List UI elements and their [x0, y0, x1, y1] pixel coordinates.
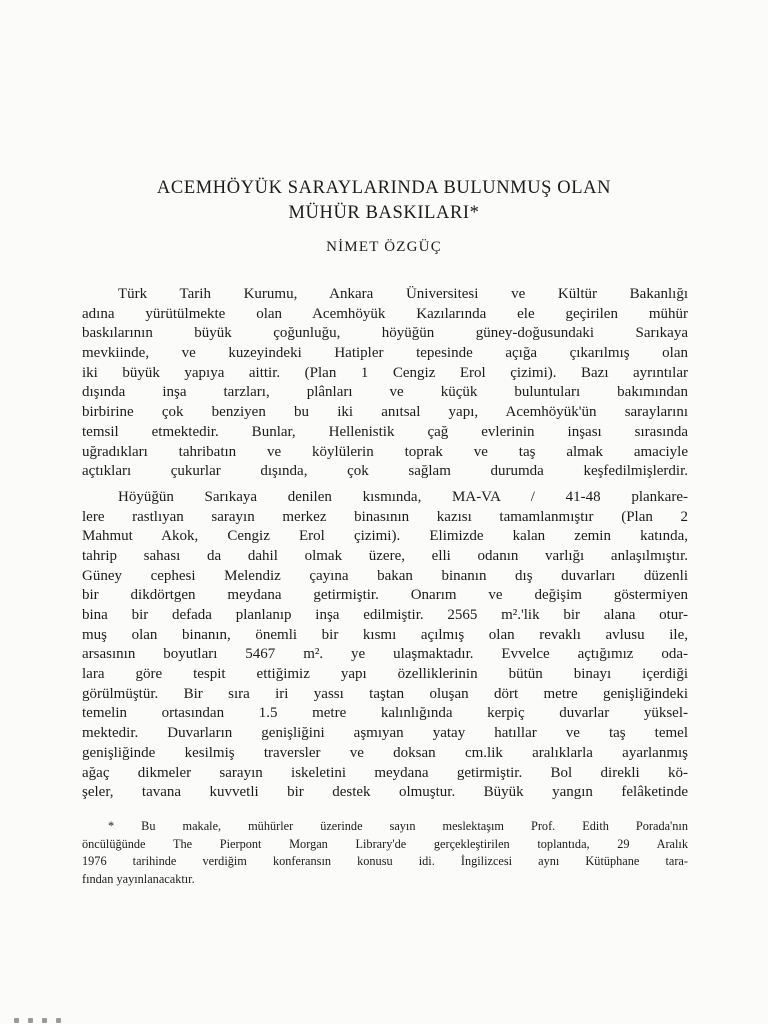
text-line: dışında inşa tarzları, plânları ve küçük buluntuları bakımından — [82, 384, 688, 401]
scan-edge-marks — [14, 1018, 74, 1024]
footnote — [82, 818, 688, 888]
text-line: ağaç dikmeler sarayın iskeletini meydana getirmiştir. Bol direkli kö- — [82, 764, 688, 781]
text-line: lere rastlıyan sarayın merkez binasının kazısı tamamlanmıştır (Plan 2 — [82, 508, 688, 525]
text-line: genişliğinde kesilmiş traversler ve doksan cm.lik aralıklarla ayarlanmış — [82, 744, 688, 761]
text-line: bina bir defada planlanıp inşa edilmiştir. 2565 m².'lik bir alana otur- — [82, 607, 688, 623]
footnote-line: 1976 tarihinde verdiğim konferansın konusu idi. İngilizcesi aynı Kütüphane tara- — [82, 854, 688, 868]
paragraph-2 — [82, 488, 688, 803]
text-line: mevkiinde, ve kuzeyindeki Hatipler tepesinde açığa çıkarılmış olan — [82, 345, 688, 362]
paragraph-1 — [82, 285, 688, 482]
text-line: tahrip sahası da dahil olmak üzere, elli odanın varlığı anlaşılmıştır. — [82, 547, 688, 564]
text-line: görülmüştür. Bir sıra iri yassı taştan oluşan dört metre genişliğindeki — [82, 685, 688, 702]
text-line: arsasının boyutları 5467 m². ye ulaşmaktadır. Evvelce açtığımız oda- — [82, 646, 688, 663]
text-line: açtıkları çukurlar dışında, çok sağlam durumda keşfedilmişlerdir. — [82, 463, 688, 480]
text-line: Mahmut Akok, Cengiz Erol çizimi). Elimizde kalan zemin katında, — [82, 528, 688, 545]
text-line: muş olan binanın, önemli bir kısmı açılmış olan revaklı avlusu ile, — [82, 626, 688, 643]
article-title-line-2: MÜHÜR BASKILARI* — [288, 203, 480, 223]
text-line: uğradıkları tahribatın ve köylülerin toprak ve taş almak amaciyle — [82, 443, 688, 460]
author-name: NİMET ÖZGÜÇ — [326, 239, 442, 255]
text-line: adına yürütülmekte olan Acemhöyük Kazılarında ele geçirilen mühür — [82, 305, 688, 322]
text-line: şeler, tavana kuvvetli bir destek olmuştur. Büyük yangın felâketinde — [82, 784, 688, 801]
text-line: birbirine çok benziyen bu iki anıtsal yapı, Acemhöyük'ün saraylarını — [82, 404, 688, 421]
text-line: bir dikdörtgen meydana getirmiştir. Onarım ve değişim göstermiyen — [82, 587, 688, 604]
article-header — [82, 176, 686, 256]
footnote-line: fından yayınlanacaktır. — [82, 871, 195, 886]
footnote-line: öncülüğünde The Pierpont Morgan Library'de gerçekleştirilen toplantıda, 29 Aralık — [82, 836, 688, 851]
text-line: baskılarının büyük çoğunluğu, höyüğün güney-doğusundaki Sarıkaya — [82, 325, 688, 342]
text-line: Güney cephesi Melendiz çayına bakan binanın dış duvarları düzenli — [82, 567, 688, 584]
article-body — [82, 285, 688, 803]
text-line: temelin ortasından 1.5 metre kalınlığında kerpiç duvarlar yüksel- — [82, 705, 688, 722]
text-line: Höyüğün Sarıkaya denilen kısmında, MA-VA / 41-48 plankare- — [118, 488, 688, 505]
article-title-line-1: ACEMHÖYÜK SARAYLARINDA BULUNMUŞ OLAN — [156, 178, 612, 198]
text-line: iki büyük yapıya aittir. (Plan 1 Cengiz Erol çizimi). Bazı ayrıntılar — [82, 364, 688, 381]
text-line: mektedir. Duvarların genişliğini aşmıyan yatay hatıllar ve taş temel — [82, 725, 688, 742]
text-line: temsil etmektedir. Bunlar, Hellenistik çağ evlerinin inşası sırasında — [82, 423, 688, 440]
footnote-line: * Bu makale, mühürler üzerinde sayın meslektaşım Prof. Edith Porada'nın — [108, 819, 688, 833]
text-line: lara göre tespit ettiğimiz yapı özelliklerinin bütün binayı içerdiği — [82, 666, 688, 683]
text-line: Türk Tarih Kurumu, Ankara Üniversitesi ve Kültür Bakanlığı — [118, 286, 688, 302]
